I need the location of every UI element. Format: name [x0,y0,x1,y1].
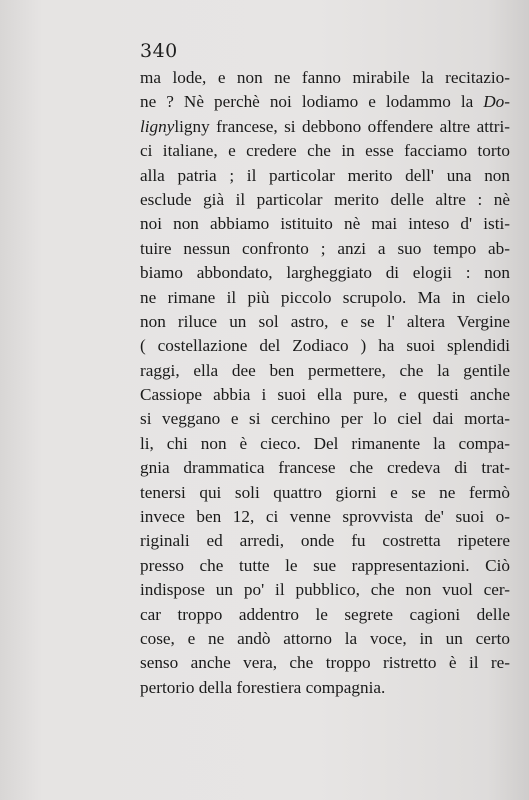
text-line-22: indispose un po' il pubblico, che non vuol cer- [140,580,510,600]
text-line-25: senso anche vera, che troppo ristretto è il re- [140,653,510,673]
text-line-23: car troppo addentro le segrete cagioni delle [140,604,510,624]
italic-name-part-2: ligny [140,116,175,136]
text-line-3 [140,115,510,139]
text-line-17: gnia drammatica francese che credeva di trat- [140,458,510,478]
text-line-13: raggi, ella dee ben permettere, che la gentile [140,360,510,380]
text-line-5: alla patria ; il particolar merito dell' una non [140,165,510,185]
text-line-4: ci italiane, e credere che in esse facciamo torto [140,141,510,161]
text-line-2-body: ne ? Nè perchè noi lodiamo e lodammo la [140,92,484,112]
text-line-20: riginali ed arredi, onde fu costretta ripetere [140,531,510,551]
text-line-21: presso che tutte le sue rappresentazioni. Ciò [140,555,510,575]
text-line-1: ma lode, e non ne fanno mirabile la recitazio- [140,68,510,87]
italic-name-part-1: Do- [483,92,510,112]
text-line-15: si veggano e si cerchino per lo ciel dai morta- [140,409,510,429]
text-line-26: pertorio della forestiera compagnia. [140,677,386,697]
text-line-2 [140,90,510,114]
text-line-16: li, chi non è cieco. Del rimanente la compa- [140,433,510,453]
body-text [140,66,510,700]
page-number: 340 [140,40,178,62]
text-line-7: noi non abbiamo istituito nè mai inteso d' isti- [140,214,510,234]
text-line-19: invece ben 12, ci venne sprovvista de' suoi o- [140,507,510,527]
text-line-24: cose, e ne andò attorno la voce, in un certo [140,628,510,648]
text-line-6: esclude già il particolar merito delle altre : nè [140,189,510,209]
text-line-8: tuire nessun confronto ; anzi a suo tempo ab- [140,238,510,258]
text-line-14: Cassiope abbia i suoi ella pure, e questi anche [140,385,510,405]
text-line-3-body: ligny francese, si debbono offendere altre attri- [174,116,510,136]
text-line-11: non riluce un sol astro, e se l' altera Vergine [140,311,510,331]
text-line-18: tenersi qui soli quattro giorni e se ne fermò [140,482,510,502]
text-line-12: ( costellazione del Zodiaco ) ha suoi splendidi [140,336,510,356]
text-line-10: ne rimane il più piccolo scrupolo. Ma in cielo [140,287,510,307]
text-line-9: biamo abbondato, largheggiato di elogii : non [140,263,510,283]
